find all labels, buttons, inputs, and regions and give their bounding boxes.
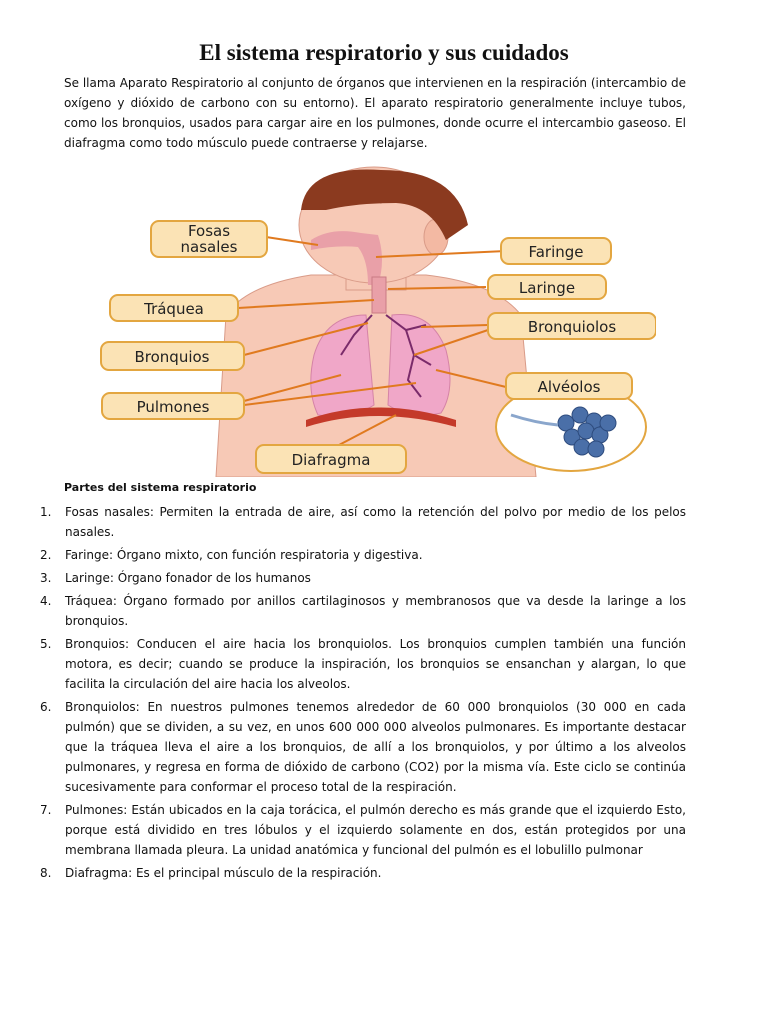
parts-section-title: Partes del sistema respiratorio: [64, 481, 257, 494]
label-laringe: [488, 275, 606, 299]
trachea-illustration: [372, 277, 386, 313]
label-traquea: [110, 295, 238, 321]
list-item: 8. Diafragma: Es el principal músculo de la respiración.: [40, 866, 382, 880]
parts-list: [40, 502, 686, 886]
svg-text:nasales: nasales: [180, 238, 238, 256]
label-pulmones: [102, 393, 244, 419]
svg-text:Bronquios: Bronquios: [134, 348, 210, 366]
svg-text:Bronquiolos: Bronquiolos: [527, 318, 617, 336]
label-bronquios: [101, 342, 244, 370]
svg-text:Pulmones: Pulmones: [136, 398, 210, 416]
svg-text:Faringe: Faringe: [528, 243, 584, 261]
list-item: 7. Pulmones: Están ubicados en la caja torácica, el pulmón derecho es más grande que el izquierdo Esto, porque está dividido en tres lóbulos y el izquierdo solamente en dos, están protegidos por una membrana llamada pleura. La unidad anatómica y funcional del pulmón es el lobulillo pulmonar: [40, 803, 686, 857]
list-item: 1. Fosas nasales: Permiten la entrada de aire, así como la retención del polvo por medio de los pelos nasales.: [40, 505, 686, 539]
label-fosas-nasales: [151, 221, 267, 257]
label-diafragma: [256, 445, 406, 473]
list-item: 6. Bronquiolos: En nuestros pulmones tenemos alrededor de 60 000 bronquiolos (30 000 en cada pulmón) que se dividen, a su vez, en unos 600 000 000 alveolos pulmonares. Es importante destacar que la tráquea lleva el aire a los bronquios, de allí a los bronquiolos, y por último a los alveolos pulmonares, y regresa en forma de dióxido de carbono (CO2) por la misma vía. Este ciclo se continúa sucesivamente para conformar el proceso total de la respiración.: [40, 700, 686, 794]
label-faringe: [501, 238, 611, 264]
svg-text:Diafragma: Diafragma: [291, 451, 371, 469]
list-item: 2. Faringe: Órgano mixto, con función respiratoria y digestiva.: [40, 548, 423, 562]
intro-paragraph: Se llama Aparato Respiratorio al conjunto de órganos que intervienen en la respiración (intercambio de oxígeno y dióxido de carbono con su entorno). El aparato respiratorio generalmente incluye tubos, como los bronquios, usados para cargar aire en los pulmones, donde ocurre el intercambio gaseoso. El diafragma como todo músculo puede contraerse y relajarse.: [64, 76, 686, 150]
respiratory-system-diagram: [96, 165, 656, 477]
label-alveolos: [506, 373, 632, 399]
svg-text:Laringe: Laringe: [518, 279, 576, 297]
page-title: El sistema respiratorio y sus cuidados: [199, 40, 569, 65]
svg-text:Tráquea: Tráquea: [144, 300, 204, 318]
list-item: 3. Laringe: Órgano fonador de los humanos: [40, 571, 311, 585]
label-bronquiolos: [488, 313, 656, 339]
svg-text:Alvéolos: Alvéolos: [537, 378, 601, 396]
list-item: 5. Bronquios: Conducen el aire hacia los bronquiolos. Los bronquios cumplen también una función motora, es decir; cuando se produce la inspiración, los bronquios se ensanchan y alargan, lo que facilita la circulación del aire hacia los alveolos.: [40, 637, 686, 691]
svg-text:Fosas: Fosas: [187, 222, 231, 240]
list-item: 4. Tráquea: Órgano formado por anillos cartilaginosos y membranosos que va desde la laringe a los bronquios.: [40, 594, 686, 628]
